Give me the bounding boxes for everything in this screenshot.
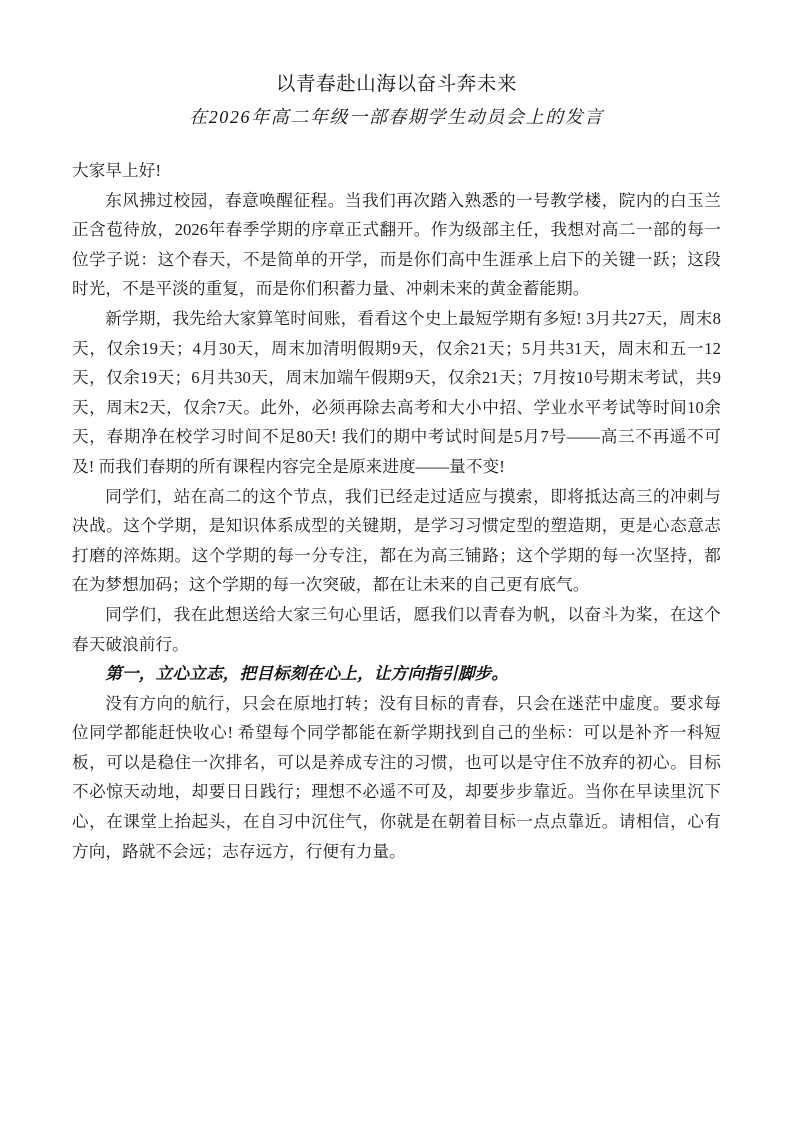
- paragraph-greeting: 大家早上好!: [72, 161, 162, 180]
- paragraph-time-account: 新学期，我先给大家算笔时间账，看看这个史上最短学期有多短! 3月共27天，周末8天，仅余19天；4月30天，周末加清明假期9天，仅余21天；5月共31天，周末和五一12天，仅余19天；6月共30天，周末加端午假期9天，仅余21天；7月按10号期末考试，共9天，周末2天，仅余7天。此外，必须再除去高考和大小中招、学业水平考试等时间10余天，春期净在校学习时间不足80天! 我们的期中考试时间是5月7号——高三不再遥不可及! 而我们春期的所有课程内容完全是原来进度——量不变!: [72, 308, 721, 476]
- document-subtitle: 在2026年高二年级一部春期学生动员会上的发言: [189, 107, 604, 127]
- page-content-area: [72, 70, 721, 866]
- paragraph-node-position: 同学们，站在高二的这个节点，我们已经走过适应与摸索，即将抵达高三的冲刺与决战。这个学期，是知识体系成型的关键期，是学习习惯定型的塑造期，更是心态意志打磨的淬炼期。这个学期的每一分专注，都在为高三铺路；这个学期的每一次坚持，都在为梦想加码；这个学期的每一次突破，都在让未来的自己更有底气。: [72, 486, 721, 595]
- section-heading-first: 第一，立心立志，把目标刻在心上，让方向指引脚步。: [105, 664, 509, 684]
- paragraph-three-words-intro: 同学们，我在此想送给大家三句心里话，愿我们以青春为帆，以奋斗为桨，在这个春天破浪前行。: [72, 604, 721, 654]
- document-title: 以青春赴山海以奋斗奔未来: [275, 74, 518, 95]
- paragraph-section-one-body: 没有方向的航行，只会在原地打转；没有目标的青春，只会在迷茫中虚度。要求每位同学都能赶快收心! 希望每个同学都能在新学期找到自己的坐标：可以是补齐一科短板，可以是稳住一次排名，可以是养成专注的习惯，也可以是守住不放弃的初心。目标不必惊天动地，却要日日践行；理想不必遥不可及，却要步步靠近。当你在早读里沉下心，在课堂上抬起头，在自习中沉住气，你就是在朝着目标一点点靠近。请相信，心有方向，路就不会远；志存远方，行便有力量。: [72, 693, 721, 861]
- paragraph-opening: 东风拂过校园，春意唤醒征程。当我们再次踏入熟悉的一号教学楼，院内的白玉兰正含苞待放，2026年春季学期的序章正式翻开。作为级部主任，我想对高二一部的每一位学子说：这个春天，不是简单的开学，而是你们高中生涯承上启下的关键一跃；这段时光，不是平淡的重复，而是你们积蓄力量、冲刺未来的黄金蓄能期。: [72, 190, 721, 299]
